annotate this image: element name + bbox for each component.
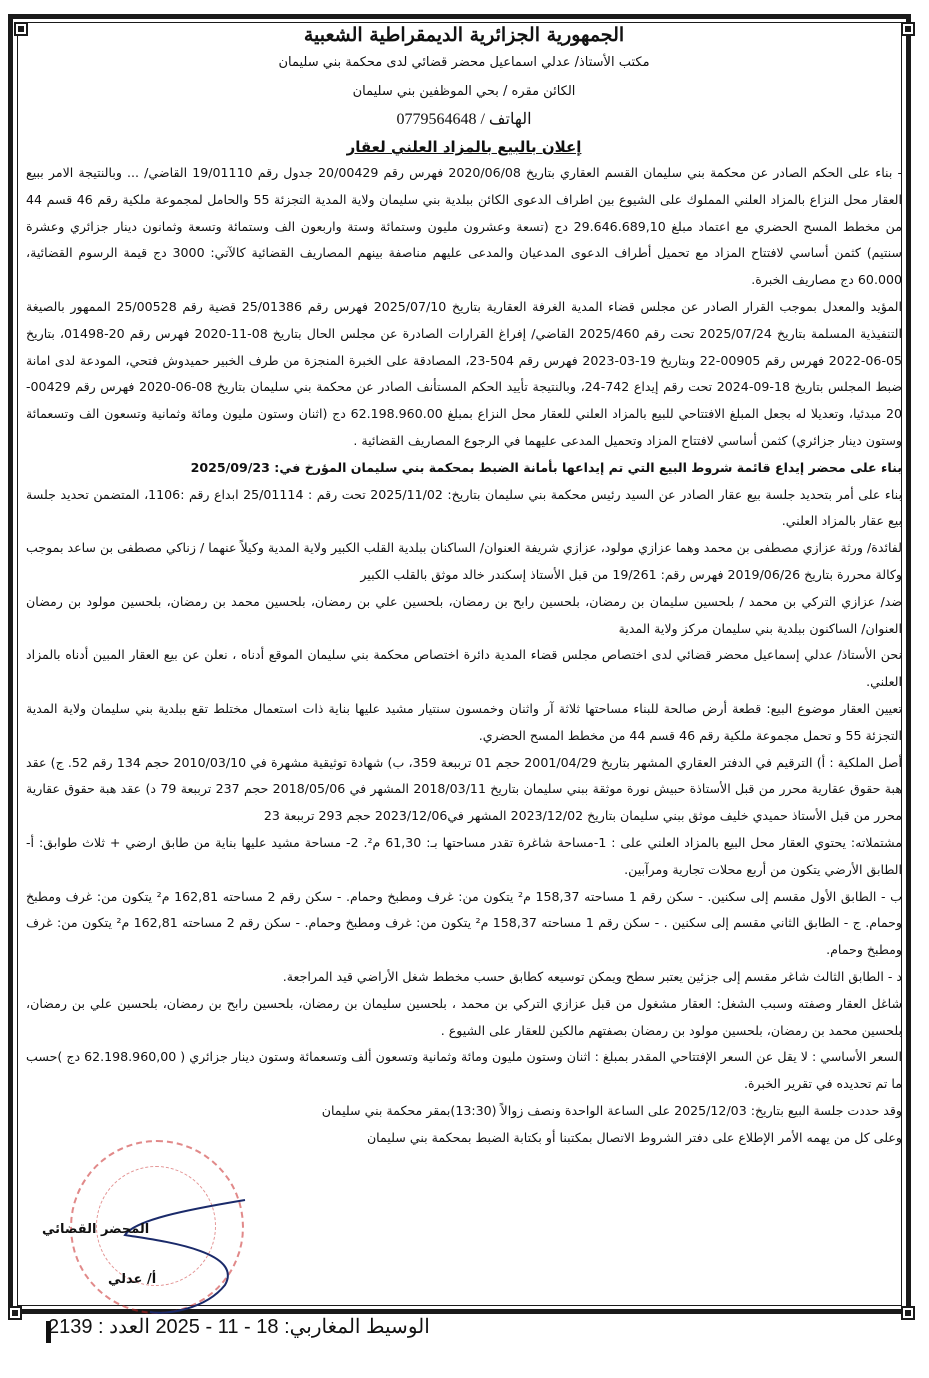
- paragraph-session-date: وقد حددت جلسة البيع بتاريخ: 2025/12/03 على الساعة الواحدة ونصف زوالاً (13:30)بمقر محكمة بني سليمان: [321, 1102, 902, 1118]
- paragraph-appeal-decision: المؤيد والمعدل بموجب القرار الصادر عن مجلس قضاء المدية الغرفة العقارية بتاريخ 2025/07/10 فهرس رقم 25/01386 قضية رقم 25/00528 الممهور بالصيغة التنفيذية المسلمة بتاريخ 2025/07/24 تحت رقم 2025/460 القاضي/ إفراغ القرارات الصادرة عن مجلس الحال بتاريخ 08-11-2020 فهرس رقم 20-01498، بتاريخ 05-06-2022 فهرس رقم 00905-22 وبتاريخ 19-03-2023 فهرس رقم 504-23، المصادقة على الخبرة المنجزة من طرف الخبير حميدوش فتحي، المودعة لدى امانة ضبط المجلس بتاريخ 18-09-2024 تحت رقم إيداع 742-24، وبالنتيجة تأييد الحكم المستأنف الصادر عن محكمة بني سليمان بتاريخ 08-06-2020 فهرس رقم 00429-20 مبدئيا، وتعديلا له بجعل المبلغ الافتتاحي للبيع بالمزاد العلني للعقار محل النزاع بمبلغ 62.198.960.00 دج (اثنان وستون مليون ومائة وثمانية وتسعون الف وتسعمائة وستون دينار جزائري) كثمن أساسي لافتتاح المزاد وتحميل المدعى عليهما في الرجوع المصاريف القضائية .: [26, 298, 903, 448]
- phone-number: 0779564648: [396, 111, 477, 128]
- announcement: [26, 22, 902, 1151]
- office-line: مكتب الأستاذ/ عدلي اسماعيل محضر قضائي لدى محكمة بني سليمان: [278, 55, 650, 70]
- letterhead: [26, 22, 902, 160]
- country-title: الجمهورية الجزائرية الديمقراطية الشعبية: [303, 24, 625, 46]
- handwritten-signature: [95, 1190, 265, 1320]
- signature-name: أ/ عدلي: [108, 1272, 157, 1287]
- paragraph-third-floor: د - الطابق الثالث شاغر مقسم إلى جزئين يعتبر سطح ويمكن توسيعه كطابق حسب مخطط شغل الأراضي قيد المراجعة.: [282, 968, 902, 984]
- paragraph-ownership-origin: أصل الملكية : أ) الترقيم في الدفتر العقاري المشهر بتاريخ 2001/04/29 حجم 01 ترببعة 359، ب) شهادة توثيقية مشهرة في 2010/03/10 حجم 134 رقم 52. ج) عقد هبة حقوق عقارية محرر من قبل الأستاذة حبيش نورة موثقة ببني سليمان بتاريخ 2018/03/11 المشهر في 2018/05/06 حجم 237 ترببعة 79 د) عقد هبة حقوق عقارية محرر من قبل الأستاذ حميدي خليف موثق ببني سليمان بتاريخ 2023/12/02 المشهر في2023/12/06 حجم 293 ترببعة 23: [26, 754, 902, 824]
- corner-ornament-icon: [901, 1306, 915, 1320]
- paragraph-contact: وعلى كل من يهمه الأمر الإطلاع على دفتر الشروط الاتصال بمكتبنا أو بكتابة الضبط بمحكمة بني سليمان: [366, 1129, 902, 1145]
- paragraph-judgment: - بناء على الحكم الصادر عن محكمة بني سليمان القسم العقاري بتاريخ 2020/06/08 فهرس رقم 20/00429 جدول رقم 19/01110 القاضي/ ... وبالنتيجة الامر ببيع العقار محل النزاع بالمزاد العلني المملوك على الشيوع بين اطراف الدعوى الكائن ببلدية بني سليمان ولاية المدية التجزئة 55 والحامل لمجموعة ملكية رقم 46 قسم 44 من مخطط المسح الحضري مع اعتماد مبلغ 29.646.689,10 دج (تسعة وعشرون مليون وستمائة وستة واربعون الف وستمائة وتسعة وثمانون دينار جزائري وعشرة سنتيم) كثمن أساسي لافتتاح المزاد مع تحميل أطراف الدعوى المدعيان والمدعى عليهم مناصفة بينهم المصاريف القضائية كالآتي: 3000 دج قيمة الرسوم القضائية، 60.000 دج مصاريف الخبرة.: [26, 165, 903, 288]
- paragraph-bailiff: نحن الأستاذ/ عدلي إسماعيل محضر قضائي لدى اختصاص مجلس قضاء المدية دائرة اختصاص محكمة بني سليمان الموقع أدناه ، نعلن عن بيع العقار المبين أدناه بالمزاد العلني.: [26, 647, 902, 690]
- paragraph-deposit: بناء على محضر إيداع قائمة شروط البيع التي تم إيداعها بأمانة الضبط بمحكمة بني سليمان المؤرخ في: 2025/09/23: [190, 459, 902, 475]
- paragraph-base-price: السعر الأساسي : لا يقل عن السعر الإفتتاحي المقدر بمبلغ : اثنان وستون مليون ومائة وثمانية وتسعون ألف وتسعمائة وستون دينار جزائري ( 62.198.960,00 دج )حسب ما تم تحديده في تقرير الخبرة.: [26, 1049, 902, 1092]
- announcement-title: إعلان بالبيع بالمزاد العلني لعقار: [346, 138, 582, 156]
- paragraph-defendants: ضد/ عزازي التركي بن محمد / بلحسين سليمان بن رمضان، بلحسين رابح بن رمضان، بلحسين علي بن رمضان، بلحسين محمد بن رمضان، بلحسين مولود بن رمضان العنوان/ الساكنون ببلدية بني سليمان مركز ولاية المدية: [26, 593, 902, 636]
- paragraph-property-designation: تعيين العقار موضوع البيع: قطعة أرض صالحة للبناء مساحتها ثلاثة آر واثنان وخمسون سنتيار مشيد عليها بناية ذات استعمال مختلط تقع ببلدية بني سليمان ولاية المدية التجزئة 55 و تحمل مجموعة ملكية رقم 46 قسم 44 من مخطط المسح الحضري.: [26, 700, 902, 743]
- paragraph-occupants: شاغل العقار وصفته وسبب الشغل: العقار مشغول من قبل عزازي التركي بن محمد ، بلحسين سليمان بن رمضان، بلحسين رابح بن رمضان، بلحسين علي بن رمضان، بلحسين محمد بن رمضان، بلحسين مولود بن رمضان بصفتهم مالكين للعقار على الشيوع .: [26, 995, 902, 1038]
- publication-footer: الوسيط المغاربي: 18 - 11 - 2025 العدد : 2139: [48, 1316, 430, 1338]
- phone-label: الهاتف /: [480, 111, 532, 128]
- corner-ornament-icon: [901, 22, 915, 36]
- corner-ornament-icon: [8, 1306, 22, 1320]
- signature-title: المحضر القضائي: [42, 1222, 150, 1237]
- phone-line: [26, 106, 902, 134]
- address-line: الكائن مقره / بحي الموظفين بني سليمان: [352, 84, 576, 99]
- paragraph-order: بناء على أمر بتحديد جلسة بيع عقار الصادر عن السيد رئيس محكمة بني سليمان بتاريخ: 2025/11/02 تحت رقم : 25/01114 ابداع رقم :1106، المتضمن تحديد جلسة بيع عقار بالمزاد العلني.: [26, 486, 902, 529]
- paragraph-contents: مشتملاته: يحتوي العقار محل البيع بالمزاد العلني على : 1-مساحة شاغرة تقدر مساحتها بـ: 61,30 م². 2- مساحة مشيد عليها بناية من طابق ارضي + ثلاث طوابق: أ- الطابق الأرضي يتكون من أربع محلات تجارية ومرآبين.: [26, 834, 902, 877]
- paragraph-beneficiary: لفائدة/ ورثة عزازي مصطفى بن محمد وهما عزازي مولود، عزازي شريفة العنوان/ الساكنان ببلدية القلب الكبير ولاية المدية وكيلاً عنهما / زناكي مصطفى بن ساعد بموجب وكالة محررة بتاريخ 2019/06/26 فهرس رقم: 19/261 من قبل الأستاذ إسكندر خالد موثق بالقلب الكبير: [26, 540, 902, 582]
- paragraph-floors: ب - الطابق الأول مقسم إلى سكنين. - سكن رقم 1 مساحته 158,37 م² يتكون من: غرف ومطبخ وحمام. - سكن رقم 2 مساحته 162,81 م² يتكون من: غرف ومطبخ وحمام. ج - الطابق الثاني مقسم إلى سكنين . - سكن رقم 1 مساحته 158,37 م² يتكون من: غرف ومطبخ وحمام. - سكن رقم 2 مساحته 162,81 م² يتكون من: غرف ومطبخ وحمام.: [26, 888, 902, 958]
